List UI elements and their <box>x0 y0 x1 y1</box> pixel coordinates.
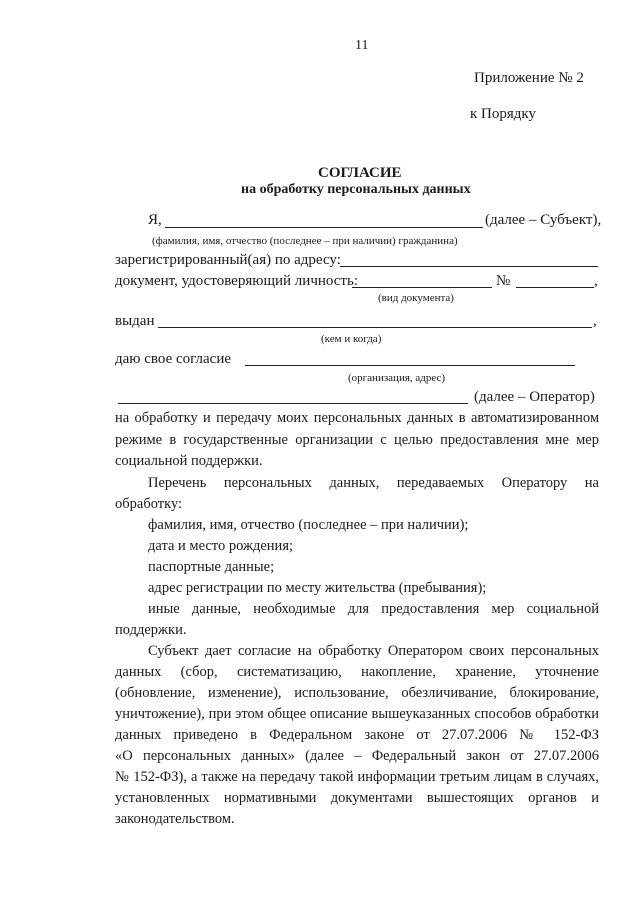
body-line: данных приведено в Федеральном законе от 27.07.2006 № 152-ФЗ <box>115 727 599 743</box>
fio-field[interactable] <box>165 227 483 228</box>
operator-suffix: (далее – Оператор) <box>474 389 595 405</box>
organization-hint: (организация, адрес) <box>348 372 446 384</box>
list-item: дата и место рождения; <box>148 538 294 554</box>
body-line: социальной поддержки. <box>115 453 263 469</box>
fio-hint: (фамилия, имя, отчество (последнее – при наличии) гражданина) <box>152 235 458 247</box>
issued-hint: (кем и когда) <box>321 333 382 345</box>
consent-label: даю свое согласие <box>115 351 232 367</box>
list-item: фамилия, имя, отчество (последнее – при наличии); <box>148 517 469 533</box>
document-comma: , <box>594 273 598 289</box>
body-line: № 152-ФЗ), а также на передачу такой информации третьим лицам в случаях, <box>115 769 599 785</box>
body-line: законодательством. <box>115 811 235 827</box>
registered-label: зарегистрированный(ая) по адресу: <box>115 252 341 268</box>
document-title: СОГЛАСИЕ <box>318 165 402 181</box>
body-line: уничтожение), при этом общее описание вышеуказанных способов обработки <box>115 706 599 722</box>
page-number: 11 <box>355 38 369 53</box>
body-line: установленных нормативными документами вышестоящих органов и <box>115 790 599 806</box>
body-line: обработку: <box>115 496 183 512</box>
address-field[interactable] <box>340 266 598 267</box>
body-line: Субъект дает согласие на обработку Оператором своих персональных <box>148 643 599 659</box>
document-label: документ, удостоверяющий личность: <box>115 273 358 289</box>
document-subtitle: на обработку персональных данных <box>241 182 471 197</box>
document-type-hint: (вид документа) <box>378 292 454 304</box>
body-line: режиме в государственные организации с целью предоставления мне мер <box>115 432 599 448</box>
subject-suffix: (далее – Субъект), <box>485 212 602 228</box>
ya-label: Я, <box>148 212 162 228</box>
body-line: Перечень персональных данных, передаваемых Оператору на <box>148 475 599 491</box>
organization-field-2[interactable] <box>118 403 468 404</box>
list-item: адрес регистрации по месту жительства (пребывания); <box>148 580 487 596</box>
organization-field[interactable] <box>245 365 575 366</box>
body-line: «О персональных данных» (далее – Федеральный закон от 27.07.2006 <box>115 748 599 764</box>
list-item: иные данные, необходимые для предоставления мер социальной <box>148 601 599 617</box>
document-type-field[interactable] <box>352 287 492 288</box>
list-item: поддержки. <box>115 622 187 638</box>
document-number-field[interactable] <box>516 287 594 288</box>
body-line: на обработку и передачу моих персональных данных в автоматизированном <box>115 410 599 426</box>
body-line: (обновление, изменение), использование, обезличивание, блокирование, <box>115 685 599 701</box>
issued-field[interactable] <box>158 327 592 328</box>
appendix-line-2: к Порядку <box>470 106 536 122</box>
body-line: данных (сбор, систематизацию, накопление, хранение, уточнение <box>115 664 599 680</box>
list-item: паспортные данные; <box>148 559 275 575</box>
appendix-line-1: Приложение № 2 <box>474 70 584 86</box>
issued-label: выдан <box>115 313 155 329</box>
number-sign: № <box>496 273 511 289</box>
issued-comma: , <box>593 313 597 329</box>
